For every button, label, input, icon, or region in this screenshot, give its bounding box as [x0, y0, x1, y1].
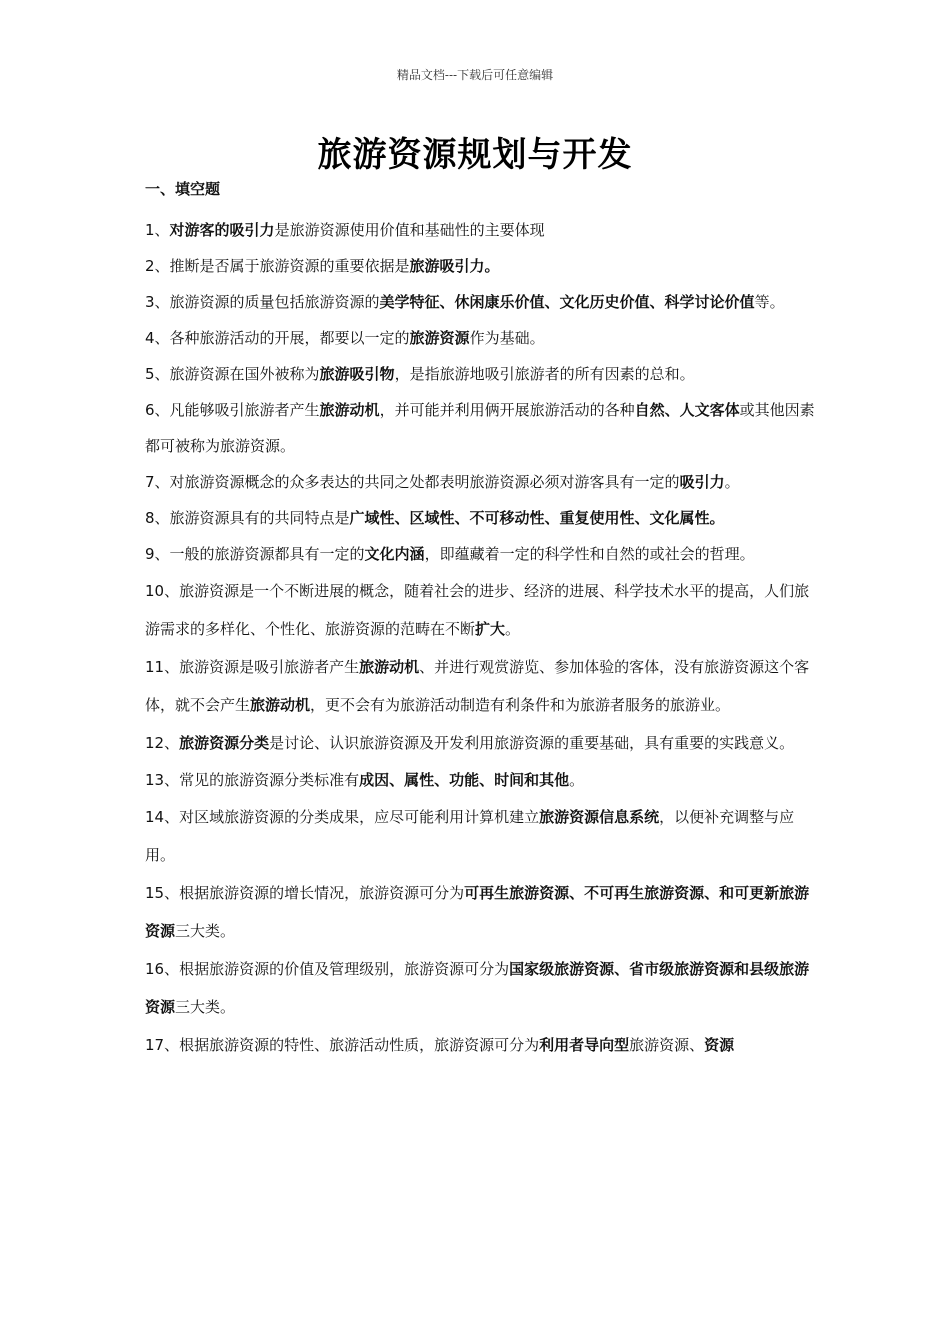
answer-text: 旅游吸引力。 — [409, 257, 500, 275]
question-text: 12、 — [145, 734, 180, 752]
fill-blank-item — [145, 572, 817, 648]
question-text: 三大类。 — [175, 998, 236, 1016]
page-header: 精品文档---下载后可任意编辑 — [396, 68, 554, 82]
answer-text: 扩大 — [475, 620, 506, 638]
question-text: 、并进行观赏游览、参加体验的客体，没有旅游资源这个客体，就不会产生 — [145, 658, 810, 714]
answer-text: 可再生旅游资源、不可再生旅游资源、和可更新旅游资源 — [145, 884, 810, 940]
fill-blank-item — [145, 762, 817, 798]
question-text: 5、旅游资源在国外被称为 — [145, 365, 320, 383]
fill-blank-item — [145, 874, 817, 950]
answer-text: 国家级旅游资源、省市级旅游资源和县级旅游资源 — [145, 960, 810, 1016]
question-text: ，即蕴藏着一定的科学性和自然的或社会的哲理。 — [424, 545, 755, 563]
question-text: 15、根据旅游资源的增长情况，旅游资源可分为 — [145, 884, 465, 902]
document-title: 旅游资源规划与开发 — [317, 135, 633, 175]
question-text: 。 — [724, 473, 740, 491]
answer-text: 旅游资源分类 — [179, 734, 270, 752]
question-text: 3、旅游资源的质量包括旅游资源的 — [145, 293, 380, 311]
question-text: 1、 — [145, 221, 170, 239]
question-text: 。 — [505, 620, 521, 638]
fill-blank-item — [145, 536, 817, 572]
fill-blank-item — [145, 284, 817, 320]
answer-text: 美学特征、休闲康乐价值、文化历史价值、科学讨论价值 — [379, 293, 755, 311]
answer-text: 成因、属性、功能、时间和其他 — [359, 771, 570, 789]
answer-text: 旅游吸引物 — [319, 365, 395, 383]
fill-blank-item — [145, 248, 817, 284]
question-text: 或其他因素都可被称为旅游资源。 — [145, 401, 815, 455]
fill-blank-item — [145, 356, 817, 392]
fill-blank-item — [145, 212, 817, 248]
question-text: 8、旅游资源具有的共同特点是 — [145, 509, 350, 527]
question-text: 10、旅游资源是一个不断进展的概念，随着社会的进步、经济的进展、科学技术水平的提高，人们旅游需求的多样化、个性化、旅游资源的范畴在不断 — [145, 582, 810, 638]
answer-text: 资源 — [704, 1036, 735, 1054]
fill-blank-item — [145, 950, 817, 1026]
question-text: 13、常见的旅游资源分类标准有 — [145, 771, 360, 789]
question-text: 7、对旅游资源概念的众多表达的共同之处都表明旅游资源必须对游客具有一定的 — [145, 473, 680, 491]
answer-text: 文化内涵 — [364, 545, 425, 563]
question-text: 17、根据旅游资源的特性、旅游活动性质，旅游资源可分为 — [145, 1036, 540, 1054]
question-text: 16、根据旅游资源的价值及管理级别，旅游资源可分为 — [145, 960, 510, 978]
answer-text: 旅游资源 — [409, 329, 470, 347]
question-text: 三大类。 — [175, 922, 236, 940]
question-text: ，是指旅游地吸引旅游者的所有因素的总和。 — [394, 365, 695, 383]
question-text: ，更不会有为旅游活动制造有利条件和为旅游者服务的旅游业。 — [310, 696, 731, 714]
answer-text: 旅游动机 — [319, 401, 380, 419]
question-text: 作为基础。 — [469, 329, 545, 347]
answer-text: 旅游动机 — [359, 658, 420, 676]
question-text: 。 — [569, 771, 585, 789]
question-text: 2、推断是否属于旅游资源的重要依据是 — [145, 257, 410, 275]
question-text: 是讨论、认识旅游资源及开发利用旅游资源的重要基础，具有重要的实践意义。 — [269, 734, 795, 752]
fill-blank-item — [145, 1026, 817, 1064]
fill-blank-item — [145, 724, 817, 762]
question-text: 旅游资源、 — [629, 1036, 705, 1054]
question-text: 9、一般的旅游资源都具有一定的 — [145, 545, 365, 563]
answer-text: 广域性、区域性、不可移动性、重复使用性、文化属性。 — [349, 509, 725, 527]
question-list — [145, 212, 817, 1064]
fill-blank-item — [145, 648, 817, 724]
question-text: 4、各种旅游活动的开展，都要以一定的 — [145, 329, 410, 347]
question-text: 14、对区域旅游资源的分类成果，应尽可能利用计算机建立 — [145, 808, 540, 826]
fill-blank-item — [145, 392, 817, 464]
answer-text: 利用者导向型 — [539, 1036, 630, 1054]
fill-blank-item — [145, 500, 817, 536]
question-text: 是旅游资源使用价值和基础性的主要体现 — [274, 221, 545, 239]
fill-blank-item — [145, 464, 817, 500]
question-text: ，并可能并利用俩开展旅游活动的各种 — [379, 401, 635, 419]
question-text: ，以便补充调整与应用。 — [145, 808, 795, 864]
answer-text: 对游客的吸引力 — [169, 221, 275, 239]
question-text: 6、凡能够吸引旅游者产生 — [145, 401, 320, 419]
section-heading: 一、填空题 — [145, 180, 221, 198]
answer-text: 旅游动机 — [250, 696, 311, 714]
question-text: 11、旅游资源是吸引旅游者产生 — [145, 658, 360, 676]
fill-blank-item — [145, 320, 817, 356]
question-text: 等。 — [754, 293, 785, 311]
answer-text: 吸引力 — [679, 473, 725, 491]
fill-blank-item — [145, 798, 817, 874]
answer-text: 自然、人文客体 — [634, 401, 740, 419]
answer-text: 旅游资源信息系统 — [539, 808, 660, 826]
